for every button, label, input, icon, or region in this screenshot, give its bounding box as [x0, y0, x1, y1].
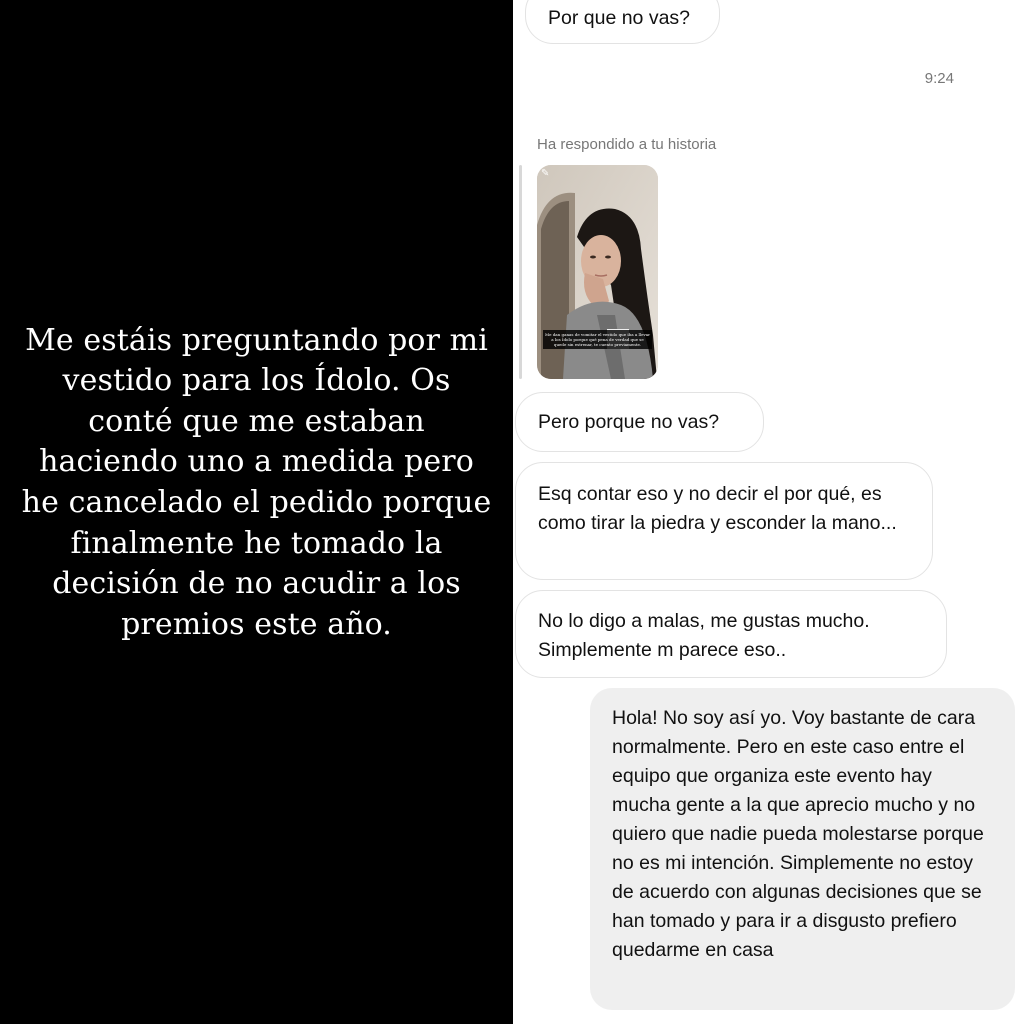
message-text: Hola! No soy así yo. Voy bastante de cara normalmente. Pero en este caso entre el equipo que organiza este evento hay mucha gente a la que aprecio mucho y no quiero que nadie pueda molestarse porque no es mi intención. Simplemente no estoy de acuerdo con algunas decisiones que se han tomado y para ir a disgusto prefiero quedarme en casa: [612, 707, 984, 961]
message-text: No lo digo a malas, me gustas mucho. Simplemente m parece eso..: [538, 610, 870, 661]
reply-indicator-bar: [519, 165, 522, 379]
story-thumbnail-caption: Me dan ganas de vomitar el vestido que iba a llevar a los Ídolo porque qué pena de verdad que se quede sin estrenar, te cuento previamente.: [545, 332, 651, 347]
message-text: Por que no vas?: [548, 7, 691, 29]
message-text: Pero porque no vas?: [538, 411, 720, 433]
chat-panel[interactable]: [513, 0, 1024, 1024]
message-bubble-incoming[interactable]: [515, 392, 764, 452]
message-text: Esq contar eso y no decir el por qué, es como tirar la piedra y esconder la mano...: [538, 483, 897, 534]
message-timestamp: 9:24: [924, 70, 954, 87]
message-bubble-incoming[interactable]: [515, 462, 933, 580]
story-reply-label: Ha respondido a tu historia: [537, 136, 717, 153]
message-bubble-incoming[interactable]: [525, 0, 720, 44]
message-bubble-outgoing[interactable]: [590, 688, 1015, 1010]
pencil-icon: ✎: [541, 168, 550, 179]
story-caption: Me estáis preguntando por mi vestido para los Ídolo. Os conté que me estaban haciendo uno a medida pero he cancelado el pedido porque finalmente he tomado la decisión de no acudir a los premios este año.: [21, 322, 492, 642]
story-thumbnail[interactable]: [537, 165, 658, 379]
message-bubble-incoming[interactable]: [515, 590, 947, 678]
